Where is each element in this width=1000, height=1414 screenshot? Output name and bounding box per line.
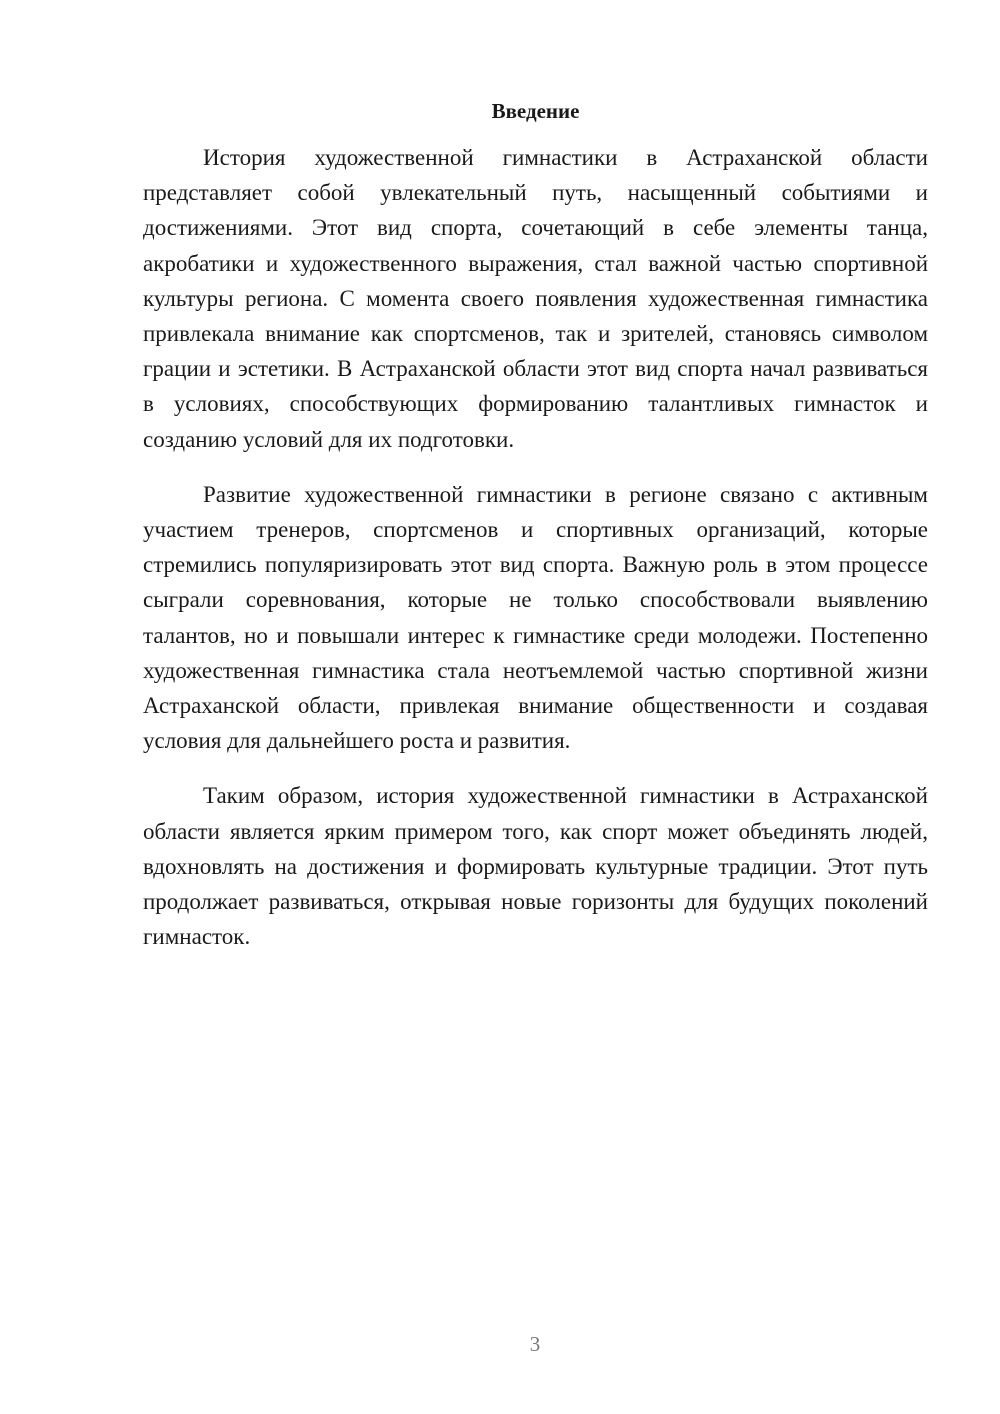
- page-content: [143, 96, 928, 974]
- paragraph-1: История художественной гимнастики в Астраханской области представляет собой увлекательный путь, насыщенный событиями и достижениями. Этот вид спорта, сочетающий в себе элементы танца, акробатики и художественного выражения, стал важной частью спортивной культуры региона. С момента своего появления художественная гимнастика привлекала внимание как спортсменов, так и зрителей, становясь символом грации и эстетики. В Астраханской области этот вид спорта начал развиваться в условиях, способствующих формированию талантливых гимнасток и созданию условий для их подготовки.: [143, 145, 928, 452]
- section-title: Введение: [491, 99, 580, 123]
- paragraph-3: Таким образом, история художественной гимнастики в Астраханской области является ярким примером того, как спорт может объединять людей, вдохновлять на достижения и формировать культурные традиции. Этот путь продолжает развиваться, открывая новые горизонты для будущих поколений гимнасток.: [143, 783, 928, 950]
- page-number: 3: [529, 1332, 541, 1356]
- paragraph-2: Развитие художественной гимнастики в регионе связано с активным участием тренеров, спортсменов и спортивных организаций, которые стремились популяризировать этот вид спорта. Важную роль в этом процессе сыграли соревнования, которые не только способствовали выявлению талантов, но и повышали интерес к гимнастике среди молодежи. Постепенно художественная гимнастика стала неотъемлемой частью спортивной жизни Астраханской области, привлекая внимание общественности и создавая условия для дальнейшего роста и развития.: [143, 481, 928, 754]
